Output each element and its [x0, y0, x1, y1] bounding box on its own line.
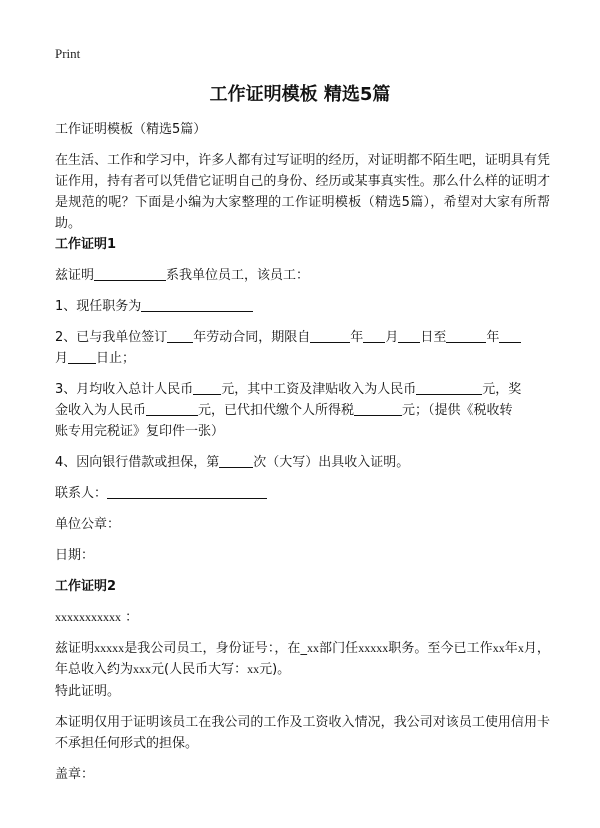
text: 元)。	[259, 662, 291, 677]
section1-line1	[55, 265, 550, 286]
section1-item2-line1	[55, 327, 550, 348]
section1-heading: 工作证明1	[55, 237, 117, 252]
text: 月	[385, 330, 399, 345]
text: 年	[486, 330, 500, 345]
section2-stamp: 盖章：	[55, 767, 95, 782]
blank-underline	[141, 296, 253, 312]
text: ：	[125, 610, 139, 625]
placeholder-x: xxx	[133, 662, 152, 676]
section2-note: 本证明仅用于证明该员工在我公司的工作及工资收入情况，我公司对该员工使用信用卡不承担任何形式的担保。	[55, 715, 550, 751]
blank-underline	[363, 327, 385, 343]
section1-item3-line3: 账专用完税证》复印件一张）	[55, 424, 225, 439]
text: 日至	[420, 330, 447, 345]
blank-underline	[499, 327, 521, 343]
placeholder-x: xxxxx	[358, 641, 389, 655]
blank-underline	[354, 400, 402, 416]
section2-salutation	[55, 607, 550, 628]
blank-underline	[219, 452, 253, 468]
text: 年	[350, 330, 364, 345]
section1-item2-line2	[55, 348, 550, 369]
placeholder-x: xx	[247, 662, 260, 676]
placeholder-x: xx	[492, 641, 505, 655]
text: 部门任	[319, 641, 359, 656]
text: 月	[55, 351, 69, 366]
text: 4、因向银行借款或担保，第	[55, 455, 220, 470]
text: 元，其中工资及津贴收入为人民币	[221, 382, 417, 397]
text: 兹证明	[55, 268, 95, 283]
placeholder-x: xx	[307, 641, 319, 655]
text: 兹证明	[55, 641, 95, 656]
text: 次（大写）出具收入证明。	[253, 455, 410, 470]
text: 元(人民币大写：	[151, 662, 248, 677]
text: 年	[504, 641, 518, 656]
text: 元；（提供《税收转	[402, 403, 513, 418]
text: 元，奖	[482, 382, 522, 397]
document-subtitle: 工作证明模板（精选5篇）	[55, 122, 207, 137]
text: 1、现任职务为	[55, 299, 142, 314]
text: 职务。至今已工作	[388, 641, 493, 656]
print-label: Print	[55, 46, 81, 61]
text: 是我公司员工，身份证号：，在_	[124, 641, 307, 656]
document-title: 工作证明模板 精选5篇	[209, 84, 391, 105]
blank-underline	[94, 265, 166, 281]
text: 联系人：	[55, 486, 108, 501]
section2-special: 特此证明。	[55, 684, 121, 699]
section1-item4	[55, 452, 550, 473]
text: 3、月均收入总计人民币	[55, 382, 194, 397]
section1-item3-line2	[55, 400, 550, 421]
placeholder-x: x	[517, 641, 524, 655]
section1-date: 日期：	[55, 548, 95, 563]
section2-heading: 工作证明2	[55, 579, 117, 594]
blank-underline	[416, 379, 482, 395]
section1-seal: 单位公章：	[55, 517, 121, 532]
blank-underline	[167, 327, 193, 343]
text: 2、已与我单位签订	[55, 330, 168, 345]
blank-underline	[193, 379, 221, 395]
placeholder-x: xxxxxxxxxxx	[55, 610, 121, 624]
text: 元，已代扣代缴个人所得税	[198, 403, 355, 418]
section1-item1	[55, 296, 550, 317]
blank-underline	[398, 327, 420, 343]
blank-underline	[446, 327, 486, 343]
section2-body	[55, 638, 550, 680]
text: 月，年总收入约为	[55, 641, 550, 677]
text: 系我单位员工，该员工：	[166, 268, 310, 283]
placeholder-x: xxxxx	[94, 641, 125, 655]
intro-paragraph: 在生活、工作和学习中，许多人都有过写证明的经历，对证明都不陌生吧，证明具有凭证作用，持有者可以凭借它证明自己的身份、经历或某事真实性。那么什么样的证明才是规范的呢？下面是小编为大家整理的工作证明模板（精选5篇），希望对大家有所帮助。	[55, 153, 550, 231]
blank-underline	[310, 327, 350, 343]
section1-item3-line1	[55, 379, 550, 400]
text: 日止；	[96, 351, 136, 366]
section1-contact	[55, 483, 550, 504]
text: 金收入为人民币	[55, 403, 147, 418]
blank-underline	[146, 400, 198, 416]
text: 年劳动合同，期限自	[193, 330, 311, 345]
blank-underline	[68, 348, 96, 364]
blank-underline	[107, 483, 267, 499]
